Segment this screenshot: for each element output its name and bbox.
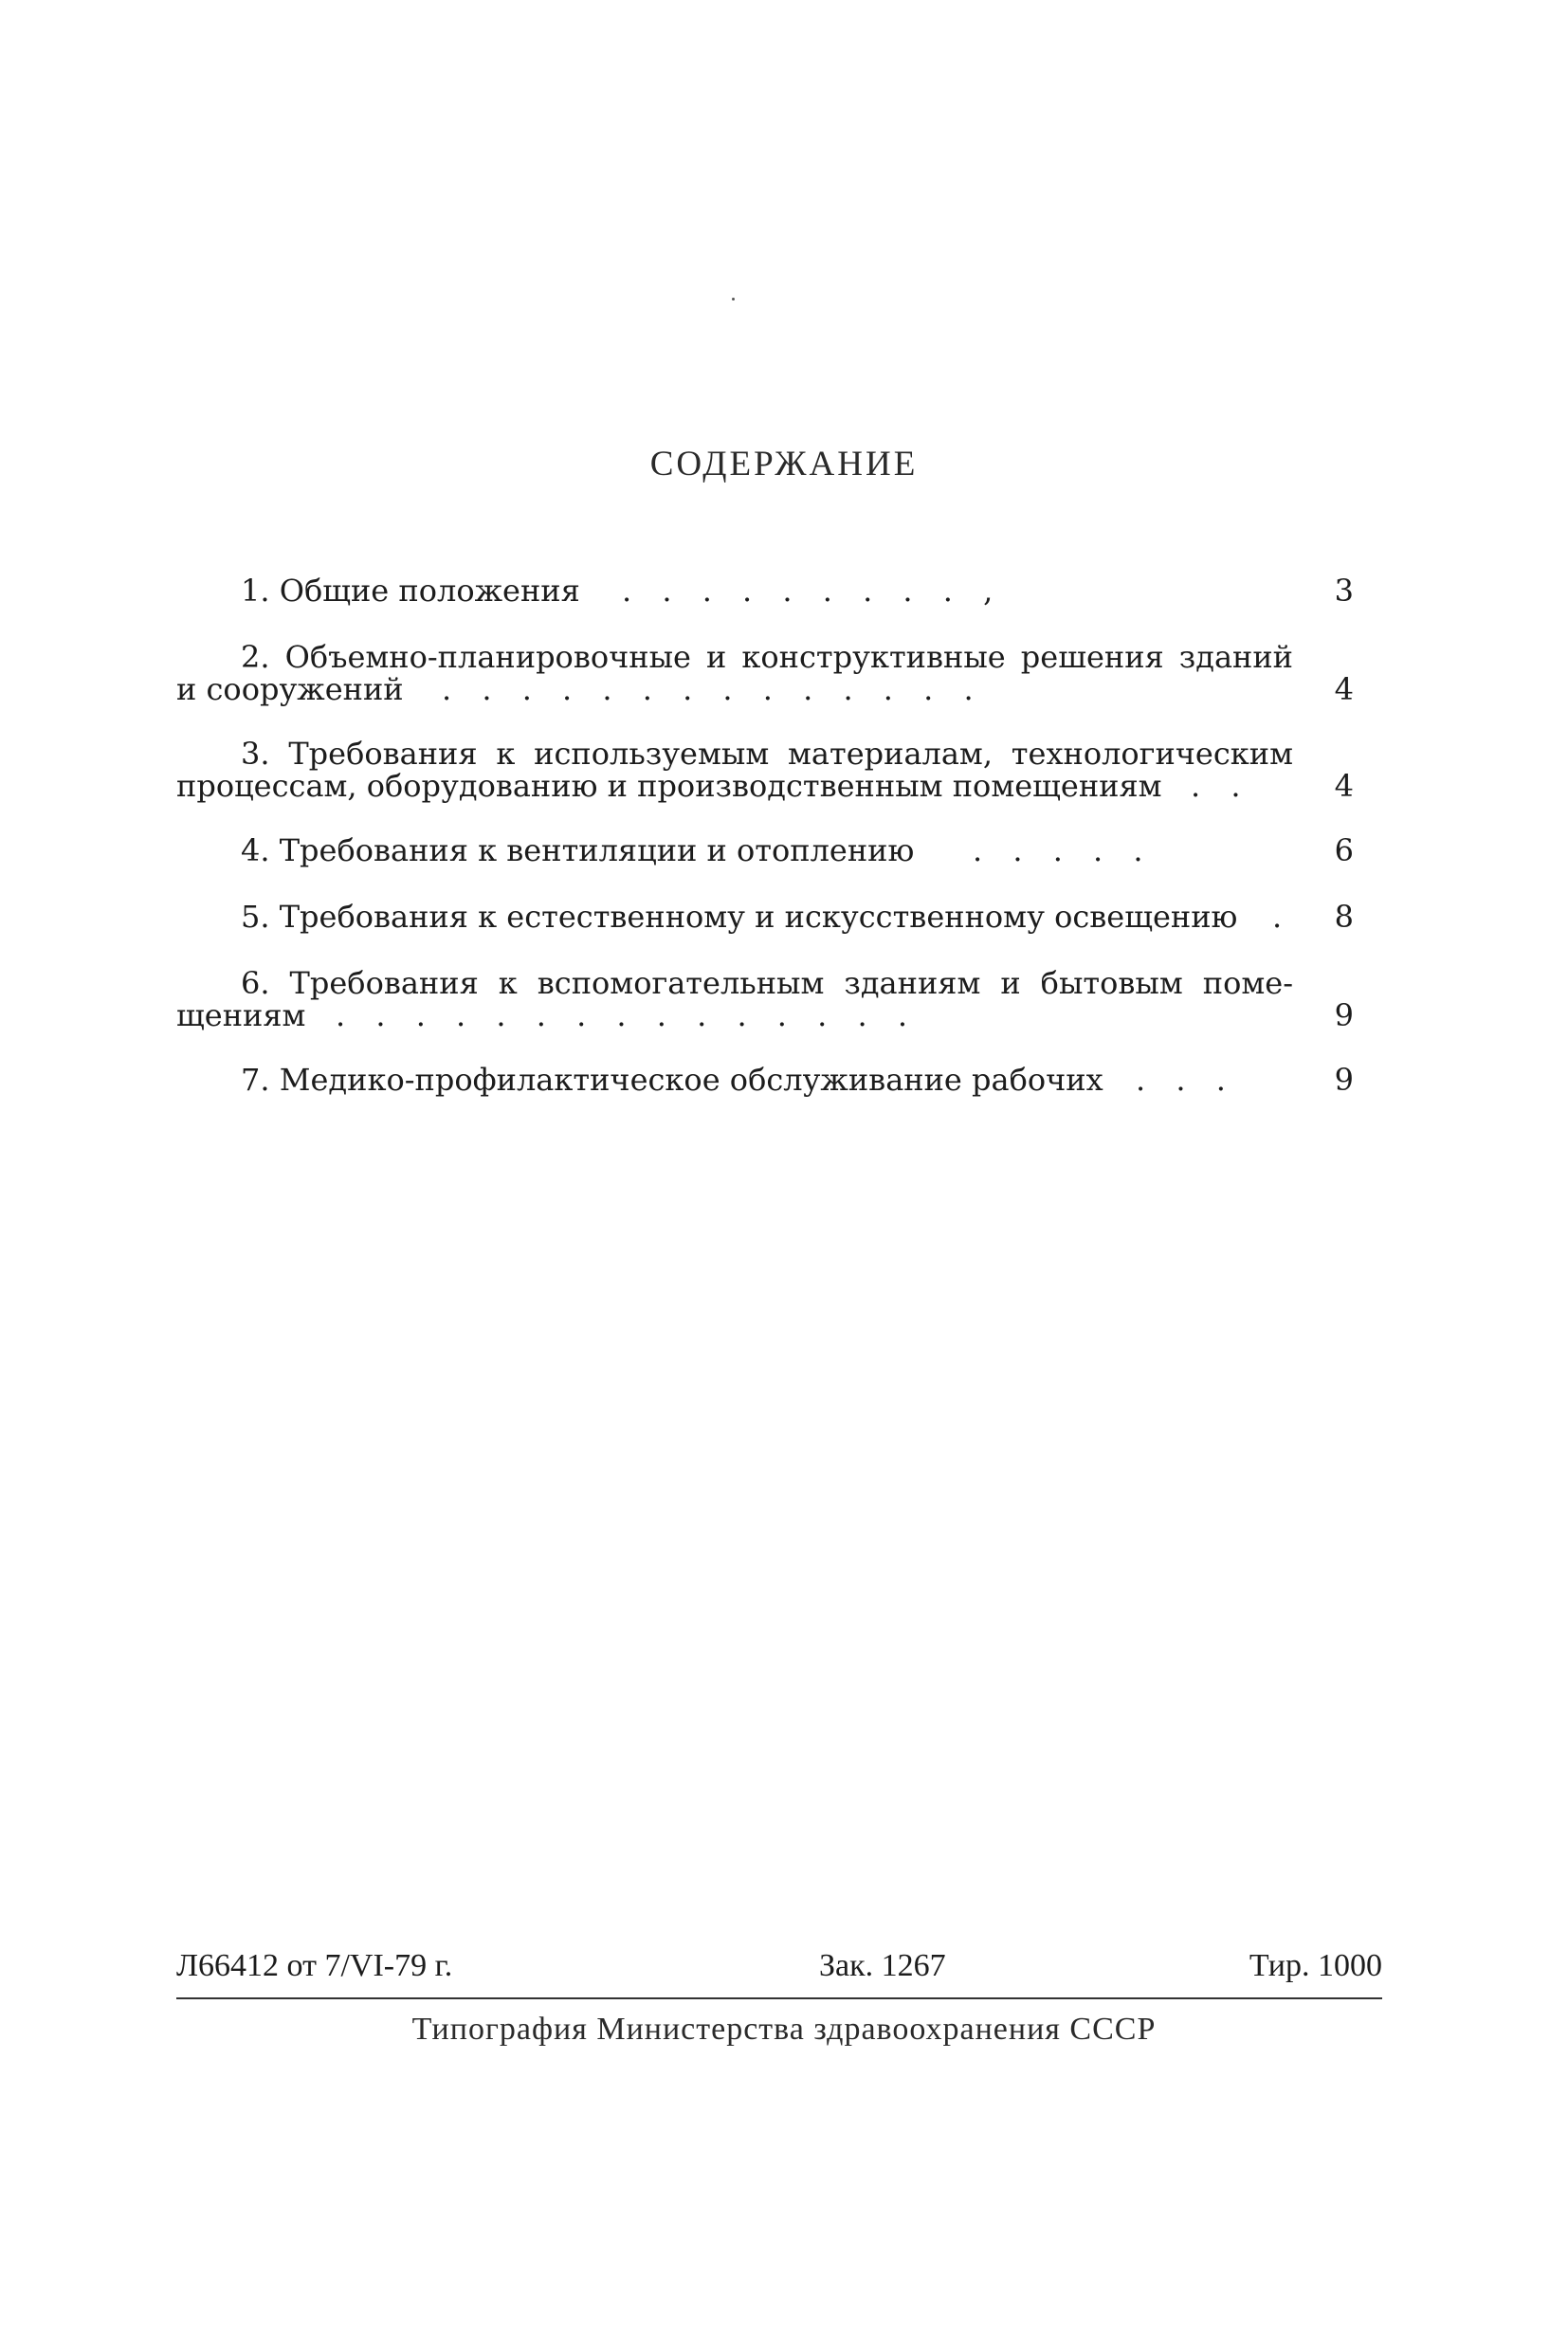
toc-entry-6-text-line-2: щениям <box>176 997 306 1033</box>
imprint-row <box>176 1948 1382 1986</box>
print-run: Тир. 1000 <box>1249 1948 1382 1983</box>
toc-entry-7-text: 7. Медико-профилактическое обслуживание рабочих <box>241 1062 1103 1098</box>
toc-entry-5-text: 5. Требования к естественному и искусственному освещению <box>241 899 1238 935</box>
toc-entry-4[interactable] <box>176 834 1354 866</box>
order-number: Зак. 1267 <box>819 1948 946 1983</box>
toc-entry-3-page: 4 <box>1334 768 1354 804</box>
toc-entry-1-page: 3 <box>1334 573 1354 609</box>
table-of-contents <box>176 0 1354 1138</box>
toc-entry-6-text-line-1: 6. Требования к вспомогательным зданиям и бытовым поме- <box>241 965 1293 1001</box>
imprint-divider <box>176 1997 1382 1999</box>
toc-entry-3-text-line-2: процессам, оборудованию и производственным помещениям <box>176 768 1162 804</box>
toc-entry-6[interactable] <box>176 967 1354 1031</box>
toc-entry-6-leader: . . . . . . . . . . . . . . . <box>336 997 907 1033</box>
toc-entry-3[interactable] <box>176 738 1354 802</box>
toc-entry-7-page: 9 <box>1334 1062 1354 1098</box>
toc-title: СОДЕРЖАНИЕ <box>649 445 919 483</box>
toc-entry-7[interactable] <box>176 1064 1354 1096</box>
toc-entry-1[interactable] <box>176 574 1354 607</box>
toc-entry-4-text: 4. Требования к вентиляции и отоплению <box>241 832 915 868</box>
printer-name: Типография Министерства здравоохранения СССР <box>411 2012 1157 2047</box>
toc-entry-1-leader: . . . . . . . . . , <box>622 573 994 609</box>
toc-entry-3-text-line-1: 3. Требования к используемым материалам, технологическим <box>241 736 1293 772</box>
toc-entry-5-leader: . <box>1272 899 1283 935</box>
license-number: Л66412 от 7/VI-79 г. <box>176 1948 453 1983</box>
toc-entry-2[interactable] <box>176 641 1354 705</box>
toc-entry-2-page: 4 <box>1334 671 1354 707</box>
toc-entry-4-page: 6 <box>1334 832 1354 868</box>
toc-entry-5[interactable] <box>176 901 1354 933</box>
toc-entry-7-leader: . . . <box>1136 1062 1226 1098</box>
toc-entry-6-page: 9 <box>1334 997 1354 1033</box>
toc-entry-2-leader: . . . . . . . . . . . . . . <box>442 671 974 707</box>
toc-entry-2-text-line-1: 2. Объемно-планировочные и конструктивные решения зданий <box>241 639 1293 675</box>
toc-entry-2-text-line-2: и сооружений <box>176 671 404 707</box>
toc-entry-1-text: 1. Общие положения <box>241 573 580 609</box>
toc-entry-5-page: 8 <box>1334 899 1354 935</box>
toc-entry-4-leader: . . . . . <box>973 832 1143 868</box>
toc-entry-3-leader: . . <box>1191 768 1241 804</box>
